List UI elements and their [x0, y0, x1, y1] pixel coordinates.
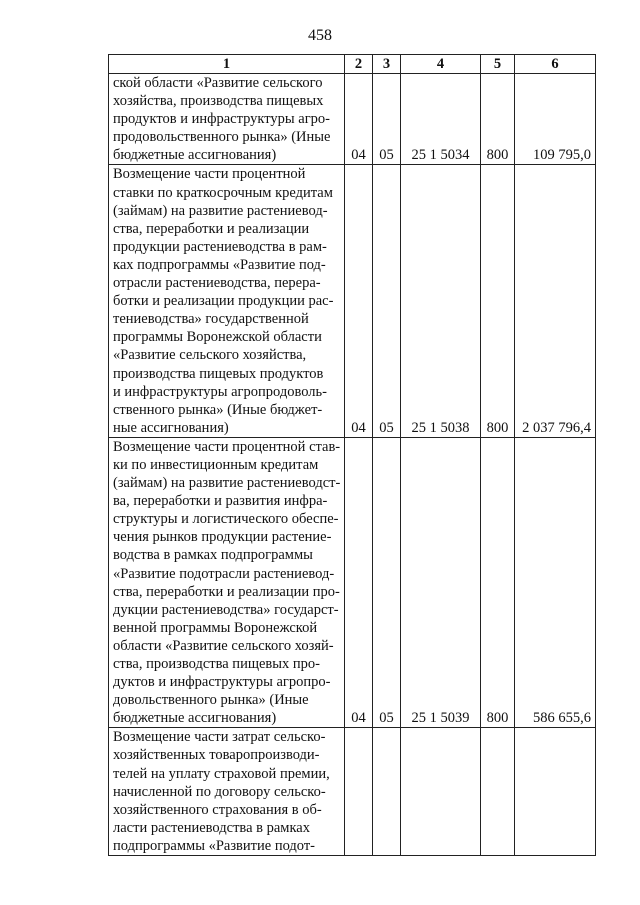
row-expense-type: 800 [481, 74, 515, 165]
row-expense-type: 800 [481, 165, 515, 437]
description-line: области «Развитие сельского хозяй- [113, 637, 334, 654]
row-target-code: 25 1 5038 [401, 165, 481, 437]
description-line: Возмещение части затрат сельско- [113, 729, 326, 746]
row-expense-type [481, 728, 515, 856]
description-line: бюджетные ассигнования) [113, 147, 277, 164]
description-line: ва, переработки и развития инфра- [113, 493, 328, 510]
description-line: бюджетные ассигнования) [113, 710, 277, 727]
description-line: ства, переработки и реализации про- [113, 583, 340, 600]
description-line: ные ассигнования) [113, 419, 229, 436]
header-col-1: 1 [109, 55, 345, 74]
description-line: программы Воронежской области [113, 329, 322, 346]
header-col-5: 5 [481, 55, 515, 74]
budget-table [108, 54, 596, 856]
row-amount [515, 728, 596, 856]
row-target-code: 25 1 5039 [401, 437, 481, 728]
description-line: ставки по краткосрочным кредитам [113, 184, 333, 201]
description-line: продовольственного рынка» (Иные [113, 129, 331, 146]
row-subsection: 05 [373, 74, 401, 165]
description-line: венной программы Воронежской [113, 619, 318, 636]
description-line: подпрограммы «Развитие подот- [113, 837, 316, 854]
description-line: ства, переработки и реализации [113, 220, 310, 237]
description-line: производства пищевых продуктов [113, 365, 324, 382]
row-amount: 2 037 796,4 [515, 165, 596, 437]
description-line: отрасли растениеводства, перера- [113, 275, 321, 292]
row-target-code: 25 1 5034 [401, 74, 481, 165]
row-amount: 586 655,6 [515, 437, 596, 728]
table-row [109, 165, 596, 437]
row-subsection: 05 [373, 165, 401, 437]
description-line: тениеводства» государственной [113, 311, 309, 328]
description-line: хозяйства, производства пищевых [113, 93, 324, 110]
row-subsection: 05 [373, 437, 401, 728]
header-col-6: 6 [515, 55, 596, 74]
description-line: продукции растениеводства в рам- [113, 238, 327, 255]
description-line: и инфраструктуры агропродоволь- [113, 383, 327, 400]
row-expense-type: 800 [481, 437, 515, 728]
description-line: чения рынков продукции растение- [113, 529, 332, 546]
description-line: хозяйственных товаропроизводи- [113, 747, 320, 764]
row-section: 04 [345, 437, 373, 728]
description-line: телей на уплату страховой премии, [113, 765, 330, 782]
row-section: 04 [345, 165, 373, 437]
description-line: ства, производства пищевых про- [113, 656, 320, 672]
table-row [109, 728, 596, 856]
row-section [345, 728, 373, 856]
header-col-4: 4 [401, 55, 481, 74]
description-line: довольственного рынка» (Иные [113, 692, 309, 709]
table-row [109, 437, 596, 728]
description-line: водства в рамках подпрограммы [113, 547, 313, 564]
page-number: 458 [308, 27, 332, 44]
description-line: Возмещение части процентной став- [113, 438, 341, 455]
description-line: «Развитие сельского хозяйства, [113, 347, 307, 364]
header-row [109, 55, 596, 74]
row-target-code [401, 728, 481, 856]
description-line: структуры и логистического обеспе- [113, 511, 339, 528]
description-line: Возмещение части процентной [113, 166, 306, 183]
row-amount: 109 795,0 [515, 74, 596, 165]
row-description [109, 74, 345, 165]
description-line: ботки и реализации продукции рас- [113, 293, 334, 310]
row-subsection [373, 728, 401, 856]
description-line: (займам) на развитие растениеводст- [113, 475, 341, 492]
description-line: дуктов и инфраструктуры агропро- [113, 674, 331, 691]
description-line: хозяйственного страхования в об- [113, 801, 322, 818]
description-line: (займам) на развитие растениевод- [113, 202, 328, 219]
description-line: продуктов и инфраструктуры агро- [113, 111, 331, 128]
description-line: дукции растениеводства» государст- [113, 601, 339, 618]
description-line: ки по инвестиционным кредитам [113, 456, 319, 473]
description-line: «Развитие подотрасли растениевод- [113, 565, 335, 582]
description-line: начисленной по договору сельско- [113, 783, 326, 800]
row-description [109, 437, 345, 728]
row-description [109, 165, 345, 437]
table-row [109, 74, 596, 165]
description-line: ской области «Развитие сельского [113, 75, 323, 91]
description-line: ласти растениеводства в рамках [113, 819, 310, 836]
header-col-3: 3 [373, 55, 401, 74]
description-line: ственного рынка» (Иные бюджет- [113, 401, 323, 418]
header-col-2: 2 [345, 55, 373, 74]
row-description [109, 728, 345, 856]
row-section: 04 [345, 74, 373, 165]
description-line: ках подпрограммы «Развитие под- [113, 256, 326, 273]
